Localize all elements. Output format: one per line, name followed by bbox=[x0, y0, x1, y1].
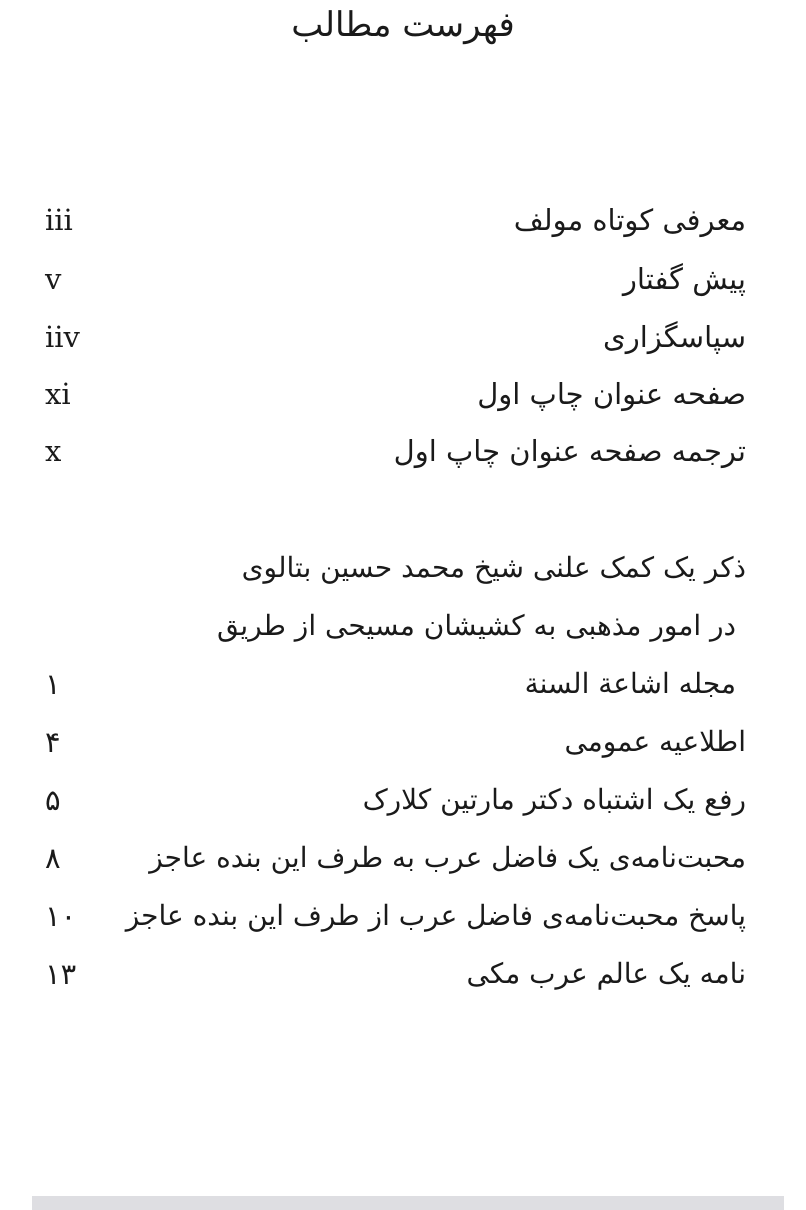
toc-entry-page: iiv bbox=[45, 320, 80, 354]
toc-entry[interactable] bbox=[40, 309, 746, 365]
toc-entry[interactable] bbox=[40, 830, 746, 886]
toc-entry-page: xi bbox=[45, 377, 71, 411]
toc-entry-title: محبت‌نامه‌ی یک فاضل عرب به طرف این بنده عاجز bbox=[149, 841, 746, 874]
section-intro-text: ذکر یک کمک علنی شیخ محمد حسین بتالوی bbox=[241, 551, 746, 584]
bottom-bar bbox=[32, 1196, 784, 1210]
section-intro-text: در امور مذهبی به کشیشان مسیحی از طریق bbox=[217, 609, 736, 642]
toc-entry-page: ۴ bbox=[45, 725, 61, 759]
toc-entry[interactable] bbox=[40, 192, 746, 248]
page-title: فهرست مطالب bbox=[291, 5, 515, 45]
toc-entry-title: اطلاعیه عمومی bbox=[564, 725, 746, 758]
toc-entry-title: ترجمه صفحه عنوان چاپ اول bbox=[393, 434, 746, 468]
toc-entry[interactable] bbox=[40, 656, 746, 712]
toc-entry-title: پیش گفتار bbox=[622, 262, 746, 296]
toc-entry-title: پاسخ محبت‌نامه‌ی فاضل عرب از طرف این بنده عاجز bbox=[125, 899, 746, 932]
toc-entry[interactable] bbox=[40, 423, 746, 479]
toc-entry-title: سپاسگزاری bbox=[603, 320, 746, 354]
toc-entry[interactable] bbox=[40, 714, 746, 770]
toc-entry-title: معرفی کوتاه مولف bbox=[513, 203, 746, 237]
section-intro-line bbox=[40, 540, 746, 596]
toc-entry-title: نامه یک عالم عرب مکی bbox=[466, 957, 746, 990]
toc-entry-page: x bbox=[45, 434, 62, 468]
toc-entry-page: ۱۳ bbox=[45, 957, 77, 991]
toc-entry-page: v bbox=[45, 262, 62, 296]
toc-entry[interactable] bbox=[40, 772, 746, 828]
toc-entry-page: ۱ bbox=[45, 667, 61, 701]
toc-entry-page: iii bbox=[45, 203, 73, 237]
toc-entry[interactable] bbox=[40, 251, 746, 307]
toc-entry-title: صفحه عنوان چاپ اول bbox=[477, 377, 746, 411]
toc-entry-page: ۸ bbox=[45, 841, 61, 875]
section-intro-line bbox=[40, 598, 746, 654]
toc-entry[interactable] bbox=[40, 946, 746, 1002]
toc-entry[interactable] bbox=[40, 366, 746, 422]
toc-entry-page: ۵ bbox=[45, 783, 61, 817]
toc-entry-title: رفع یک اشتباه دکتر مارتین کلارک bbox=[362, 783, 746, 816]
toc-entry-title: مجله اشاعة السنة bbox=[524, 667, 736, 700]
toc-entry[interactable] bbox=[40, 888, 746, 944]
toc-entry-page: ۱۰ bbox=[45, 899, 77, 933]
